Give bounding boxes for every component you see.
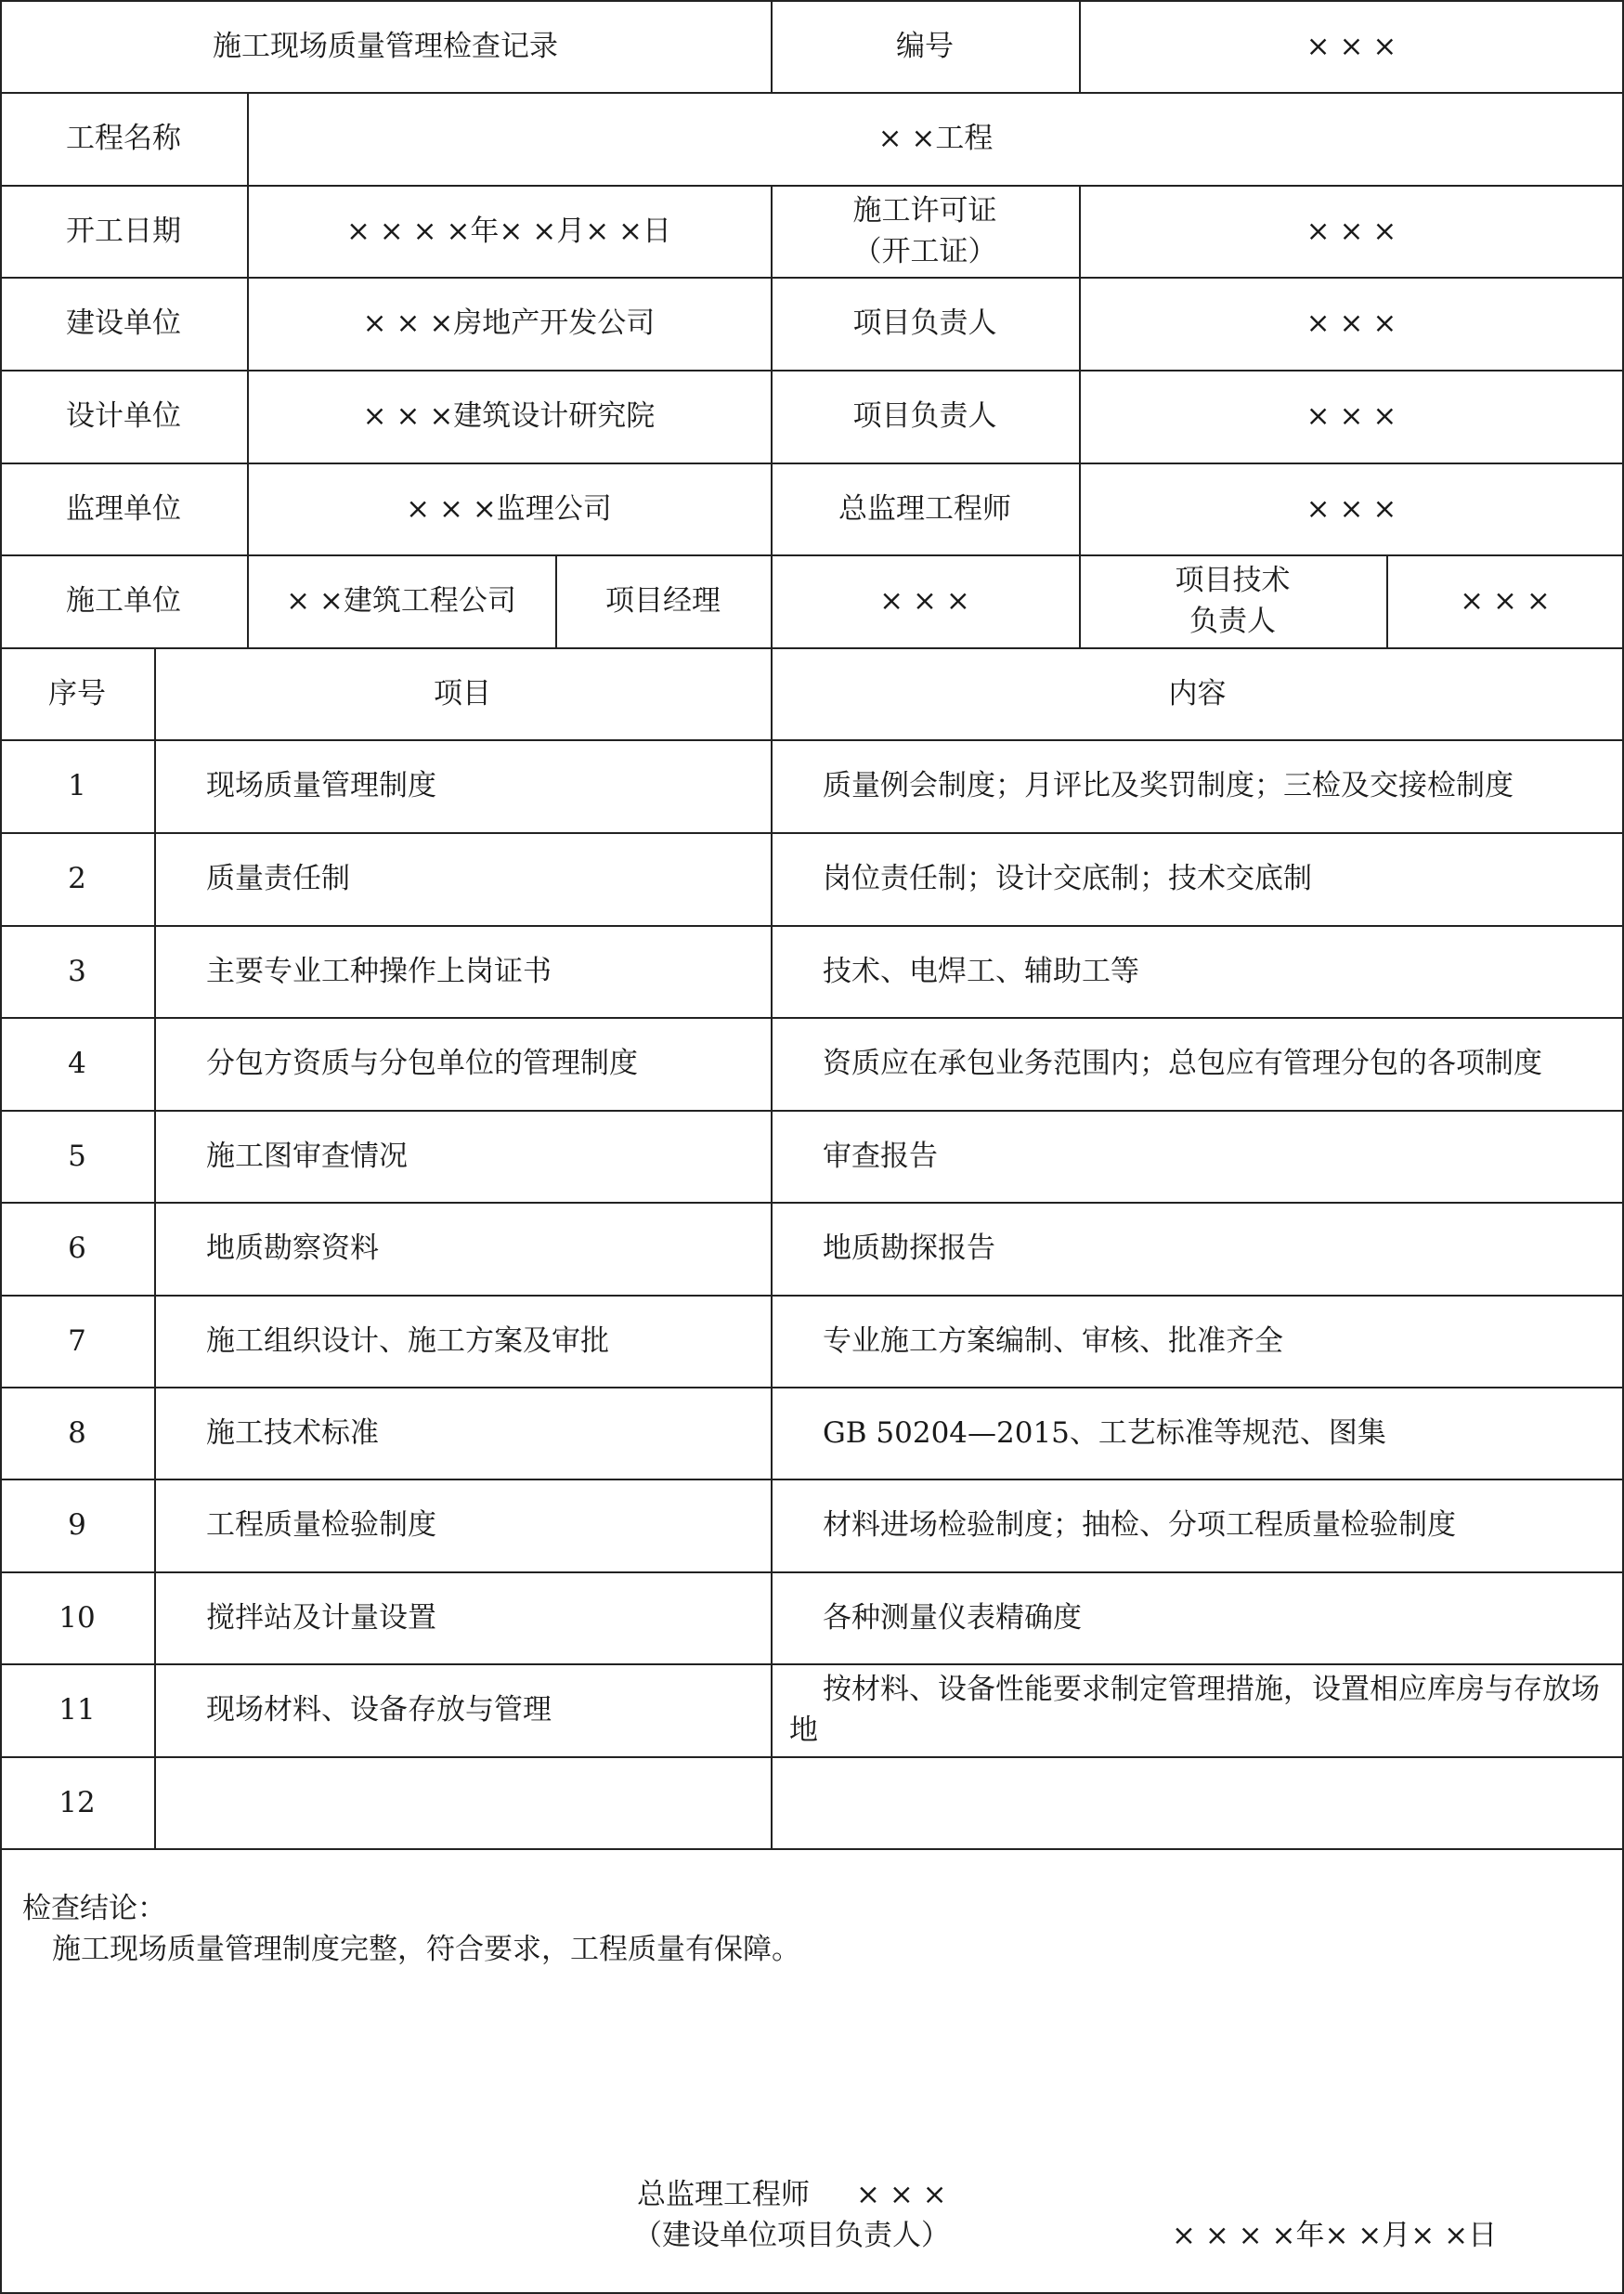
- row-12-item: [154, 1756, 771, 1848]
- row-3-item: 主要专业工种操作上岗证书: [206, 954, 552, 988]
- row-2-item: 质量责任制: [206, 862, 350, 895]
- row-1-item: 现场质量管理制度: [206, 769, 436, 802]
- row-8-no: 8: [68, 1415, 86, 1450]
- row-5-item: 施工图审查情况: [206, 1139, 408, 1173]
- supervisor-value: × × ×监理公司: [406, 491, 612, 526]
- row-4-no: 4: [68, 1047, 86, 1080]
- col-header-content: 内容: [1168, 676, 1227, 710]
- row-9-content: 材料进场检验制度；抽检、分项工程质量检验制度: [823, 1508, 1456, 1542]
- tech-lead-label-line1: 项目技术: [1175, 564, 1291, 597]
- form-title: 施工现场质量管理检查记录: [213, 29, 558, 63]
- row-3-no: 3: [68, 954, 86, 988]
- designer-label: 设计单位: [66, 399, 181, 433]
- row-2-content: 岗位责任制；设计交底制；技术交底制: [823, 862, 1312, 895]
- row-11-content-cell: [771, 1663, 1624, 1756]
- row-8-content: GB 50204—2015、工艺标准等规范、图集: [823, 1415, 1386, 1450]
- row-10-no: 10: [58, 1600, 96, 1635]
- conclusion-text: 施工现场质量管理制度完整，符合要求，工程质量有保障。: [52, 1933, 800, 1966]
- row-5-no: 5: [68, 1139, 86, 1173]
- number-value: × × ×: [1306, 29, 1397, 63]
- contractor-value: × ×建筑工程公司: [286, 584, 516, 618]
- signer-name: × × ×: [856, 2178, 947, 2211]
- owner-label: 建设单位: [66, 306, 181, 340]
- chief-engineer-value: × × ×: [1306, 491, 1397, 526]
- tech-lead-value: × × ×: [1460, 584, 1551, 618]
- row-9-item: 工程质量检验制度: [206, 1508, 436, 1542]
- row-4-item: 分包方资质与分包单位的管理制度: [206, 1047, 638, 1080]
- permit-value: × × ×: [1306, 214, 1397, 248]
- col-header-no: 序号: [48, 676, 106, 710]
- row-10-content: 各种测量仪表精确度: [823, 1600, 1082, 1635]
- row-5-content: 审查报告: [823, 1139, 938, 1173]
- designer-pm-label: 项目负责人: [852, 399, 997, 433]
- row-2-no: 2: [68, 862, 86, 895]
- row-8-item: 施工技术标准: [206, 1415, 379, 1450]
- row-10-item: 搅拌站及计量设置: [206, 1600, 436, 1635]
- row-7-item: 施工组织设计、施工方案及审批: [206, 1323, 609, 1358]
- sign-date: × × × ×年× ×月× ×日: [1172, 2219, 1498, 2252]
- owner-pm-label: 项目负责人: [852, 306, 997, 340]
- signer-alt-title: （建设单位项目负责人）: [633, 2219, 950, 2252]
- contractor-pm-value: × × ×: [879, 584, 970, 618]
- owner-value: × × ×房地产开发公司: [362, 306, 656, 340]
- contractor-pm-label: 项目经理: [605, 584, 721, 618]
- number-label: 编号: [896, 29, 954, 63]
- row-1-no: 1: [68, 769, 86, 802]
- designer-pm-value: × × ×: [1306, 399, 1397, 433]
- row-6-item: 地质勘察资料: [206, 1232, 379, 1265]
- tech-lead-label-line2: 负责人: [1189, 605, 1276, 638]
- row-7-no: 7: [68, 1323, 86, 1358]
- project-name-label: 工程名称: [66, 122, 181, 155]
- row-1-content: 质量例会制度；月评比及奖罚制度；三检及交接检制度: [823, 769, 1514, 802]
- row-4-content: 资质应在承包业务范围内；总包应有管理分包的各项制度: [823, 1047, 1542, 1080]
- row-11-content: 按材料、设备性能要求制定管理措施，设置相应库房与存放场地: [789, 1673, 1600, 1747]
- owner-pm-value: × × ×: [1306, 306, 1397, 340]
- contractor-label: 施工单位: [66, 584, 181, 618]
- row-12-no: 12: [58, 1785, 96, 1819]
- start-date-label: 开工日期: [66, 214, 181, 248]
- row-6-no: 6: [68, 1232, 86, 1265]
- permit-label-line1: 施工许可证: [852, 193, 997, 228]
- permit-label-line2: （开工证）: [852, 234, 997, 268]
- row-12-content: [771, 1756, 1624, 1848]
- supervisor-label: 监理单位: [66, 491, 181, 526]
- project-name-value: × ×工程: [877, 122, 994, 155]
- signer-title: 总监理工程师: [637, 2178, 810, 2211]
- row-11-item: 现场材料、设备存放与管理: [206, 1693, 552, 1727]
- conclusion-label: 检查结论：: [22, 1892, 166, 1925]
- tech-lead-label: [1079, 554, 1386, 647]
- designer-value: × × ×建筑设计研究院: [362, 399, 656, 433]
- permit-label: [771, 185, 1079, 277]
- row-9-no: 9: [68, 1508, 86, 1542]
- chief-engineer-label: 总监理工程师: [838, 491, 1011, 526]
- row-11-no: 11: [58, 1693, 96, 1727]
- col-header-item: 项目: [434, 676, 491, 710]
- start-date-value: × × × ×年× ×月× ×日: [345, 214, 672, 248]
- row-3-content: 技术、电焊工、辅助工等: [823, 954, 1139, 988]
- row-6-content: 地质勘探报告: [823, 1232, 995, 1265]
- row-7-content: 专业施工方案编制、审核、批准齐全: [823, 1323, 1283, 1358]
